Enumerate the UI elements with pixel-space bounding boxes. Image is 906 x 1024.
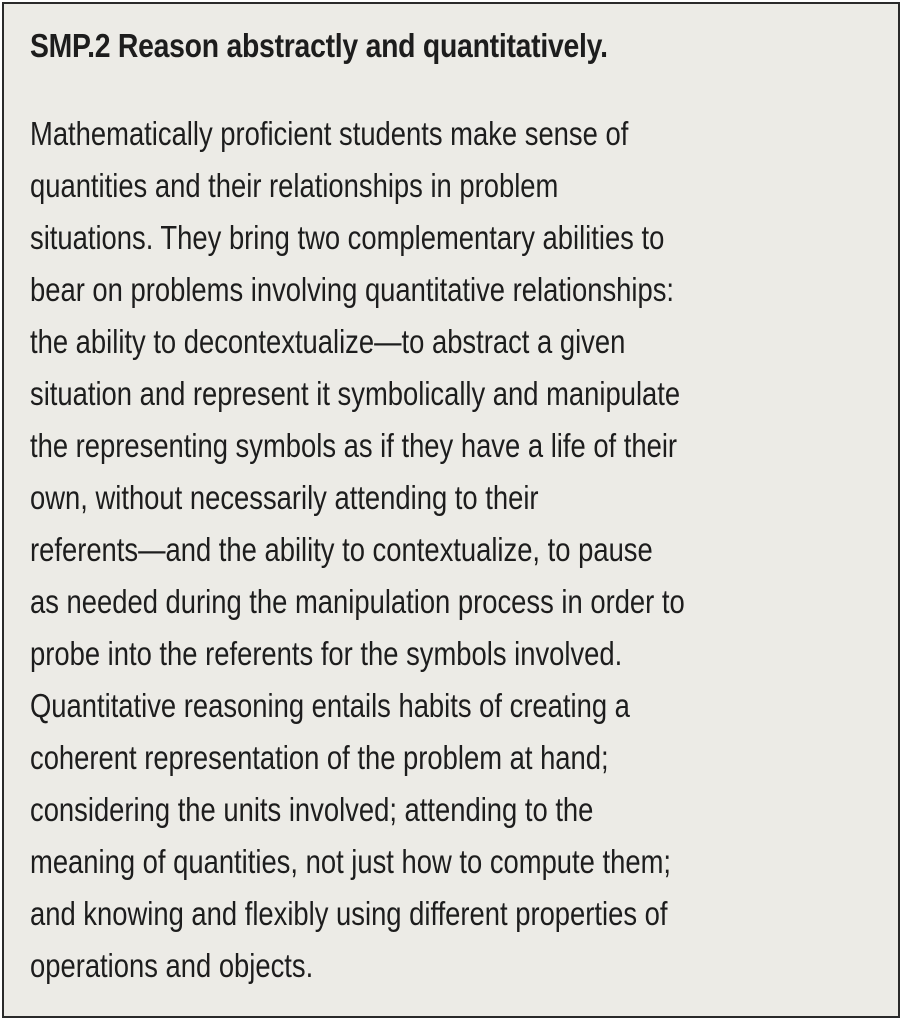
paragraph-line: Quantitative reasoning entails habits of creating a <box>30 687 630 724</box>
standard-heading: SMP.2 Reason abstractly and quantitatively. <box>30 27 608 64</box>
paragraph-line: situations. They bring two complementary abilities to <box>30 219 665 256</box>
standard-description <box>30 108 819 992</box>
paragraph-line: referents—and the ability to contextualize, to pause <box>30 531 653 568</box>
paragraph-line: and knowing and flexibly using different properties of <box>30 895 668 932</box>
paragraph-line: bear on problems involving quantitative relationships: <box>30 271 675 308</box>
paragraph-line: meaning of quantities, not just how to compute them; <box>30 843 671 880</box>
paragraph-line: situation and represent it symbolically and manipulate <box>30 375 681 412</box>
paragraph-line: considering the units involved; attending to the <box>30 791 594 828</box>
paragraph-line: coherent representation of the problem at hand; <box>30 739 609 776</box>
standard-box <box>2 2 900 1018</box>
paragraph-line: operations and objects. <box>30 947 314 984</box>
paragraph-line: as needed during the manipulation process in order to <box>30 583 685 620</box>
paragraph-line: probe into the referents for the symbols involved. <box>30 635 623 672</box>
paragraph-line: the ability to decontextualize—to abstract a given <box>30 323 626 360</box>
paragraph-line: the representing symbols as if they have a life of their <box>30 427 678 464</box>
paragraph-line: own, without necessarily attending to their <box>30 479 539 516</box>
paragraph-line: quantities and their relationships in problem <box>30 167 559 204</box>
paragraph-line: Mathematically proficient students make sense of <box>30 115 629 152</box>
